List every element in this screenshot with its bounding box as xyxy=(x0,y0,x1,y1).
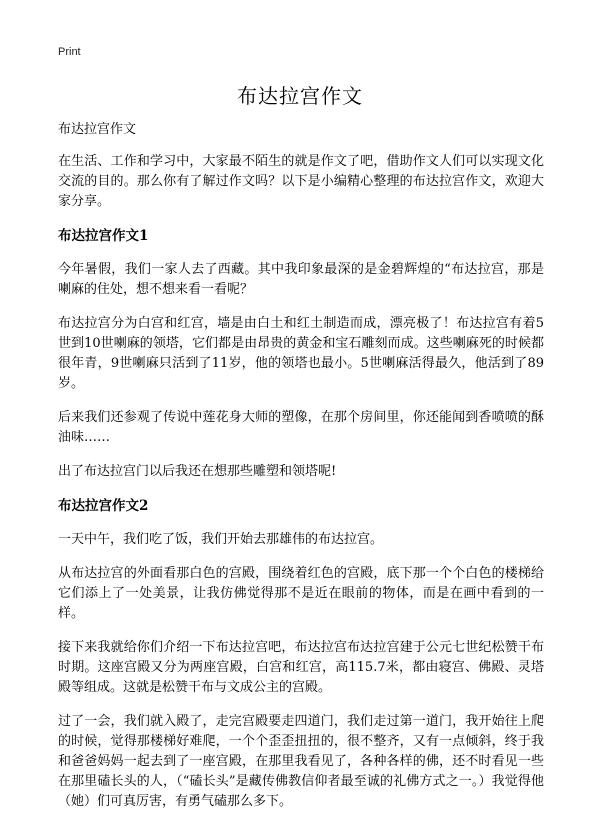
section-1-paragraph-1: 今年暑假，我们一家人去了西藏。其中我印象最深的是金碧辉煌的“布达拉宫，那是喇麻的住处，想不想来看一看呢？ xyxy=(58,262,544,297)
section-heading-1: 布达拉宫作文1 xyxy=(58,228,149,244)
section-2-paragraph-1: 一天中午，我们吃了饭，我们开始去那雄伟的布达拉宫。 xyxy=(58,532,384,547)
section-2-paragraph-4: 过了一会，我们就入殿了，走完宫殿要走四道门，我们走过第一道门，我开始往上爬的时候，觉得那楼梯好难爬，一个个歪歪扭扭的，很不整齐，又有一点倾斜，终于我和爸爸妈妈一起去到了一座宫殿，在那里我看见了，各种各样的佛，还不时看见一些在那里磕长头的人，（“磕长头”是藏传佛教信仰者最至诚的礼佛方式之一。）我觉得他（她）们可真厉害，有勇气磕那么多下。 xyxy=(58,714,544,809)
section-1-paragraph-3: 后来我们还参观了传说中莲花身大师的塑像，在那个房间里，你还能闻到香喷喷的酥油味…… xyxy=(58,410,544,445)
section-2-paragraph-2: 从布达拉宫的外面看那白色的宫殿，围绕着红色的宫殿，底下那一个个白色的楼梯给它们添上了一处美景，让我仿佛觉得那不是近在眼前的物体，而是在画中看到的一样。 xyxy=(58,566,544,621)
section-1-paragraph-4: 出了布达拉宫门以后我还在想那些雕塑和领塔呢! xyxy=(58,464,337,479)
article-body xyxy=(58,120,544,826)
section-2-paragraph-3: 接下来我就给你们介绍一下布达拉宫吧，布达拉宫布达拉宫建于公元七世纪松赞干布时期。这座宫殿又分为两座宫殿，白宫和红宫，高115.7米，都由寝宫、佛殿、灵塔殿等组成。这就是松赞干布与文成公主的宫殿。 xyxy=(58,640,544,695)
print-label[interactable]: Print xyxy=(58,46,81,58)
section-1-paragraph-2: 布达拉宫分为白宫和红宫，墙是由白土和红土制造而成，漂亮极了！布达拉宫有着5世到10世喇麻的领塔，它们都是由昂贵的黄金和宝石雕刻而成。这些喇麻死的时候都很年青，9世喇麻只活到了11岁，他的领塔也最小。5世喇麻活得最久，他活到了89岁。 xyxy=(58,316,544,391)
page-title: 布达拉宫作文 xyxy=(237,84,363,108)
section-heading-2: 布达拉宫作文2 xyxy=(58,498,149,514)
intro-paragraph: 在生活、工作和学习中，大家最不陌生的就是作文了吧，借助作文人们可以实现文化交流的目的。那么你有了解过作文吗？以下是小编精心整理的布达拉宫作文，欢迎大家分享。 xyxy=(58,154,544,209)
article-subtitle: 布达拉宫作文 xyxy=(58,122,137,137)
